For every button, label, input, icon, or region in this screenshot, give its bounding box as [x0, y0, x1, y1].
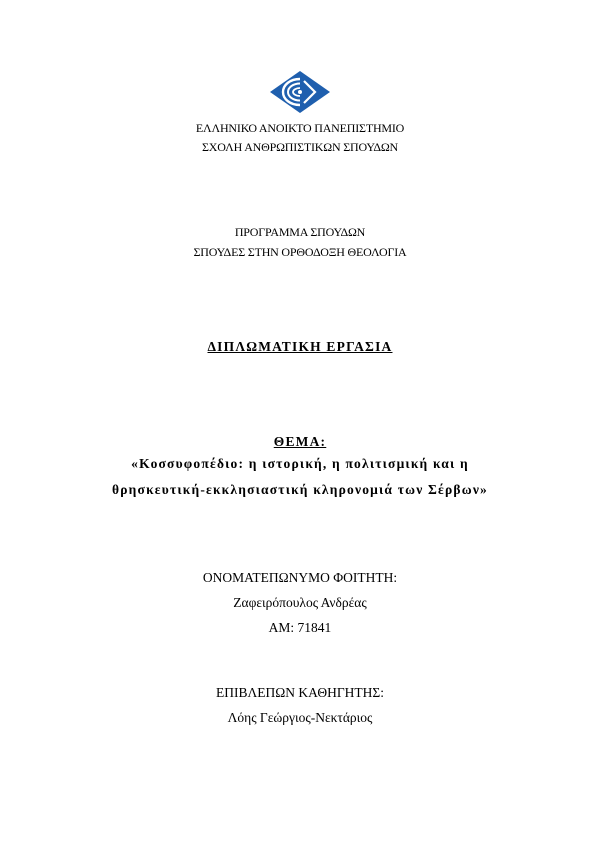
topic-title-line-2: θρησκευτική-εκκλησιαστική κληρονομιά των Σέρβων» — [112, 482, 488, 497]
topic-title-line-1: «Κοσσυφοπέδιο: η ιστορική, η πολιτισμική και η — [131, 456, 469, 471]
document-type: ΔΙΠΛΩΜΑΤΙΚΗ ΕΡΓΑΣΙΑ — [207, 339, 393, 354]
student-label: ΟΝΟΜΑΤΕΠΩΝΥΜΟ ΦΟΙΤΗΤΗ: — [202, 570, 398, 585]
school-name: ΣΧΟΛΗ ΑΝΘΡΩΠΙΣΤΙΚΩΝ ΣΠΟΥΔΩΝ — [201, 140, 399, 154]
program-label: ΠΡΟΓΡΑΜΜΑ ΣΠΟΥΔΩΝ — [234, 225, 366, 239]
supervisor-name: Λόης Γεώργιος-Νεκτάριος — [227, 710, 373, 725]
student-id: ΑΜ: 71841 — [268, 620, 332, 635]
student-name: Ζαφειρόπουλος Ανδρέας — [233, 595, 367, 610]
program-name: ΣΠΟΥΔΕΣ ΣΤΗΝ ΟΡΘΟΔΟΞΗ ΘΕΟΛΟΓΙΑ — [193, 245, 407, 259]
topic-label: ΘΕΜΑ: — [273, 434, 327, 449]
supervisor-label: ΕΠΙΒΛΕΠΩΝ ΚΑΘΗΓΗΤΗΣ: — [215, 685, 385, 700]
university-name: ΕΛΛΗΝΙΚΟ ΑΝΟΙΚΤΟ ΠΑΝΕΠΙΣΤΗΜΙΟ — [195, 121, 405, 135]
university-logo-icon — [269, 70, 331, 114]
